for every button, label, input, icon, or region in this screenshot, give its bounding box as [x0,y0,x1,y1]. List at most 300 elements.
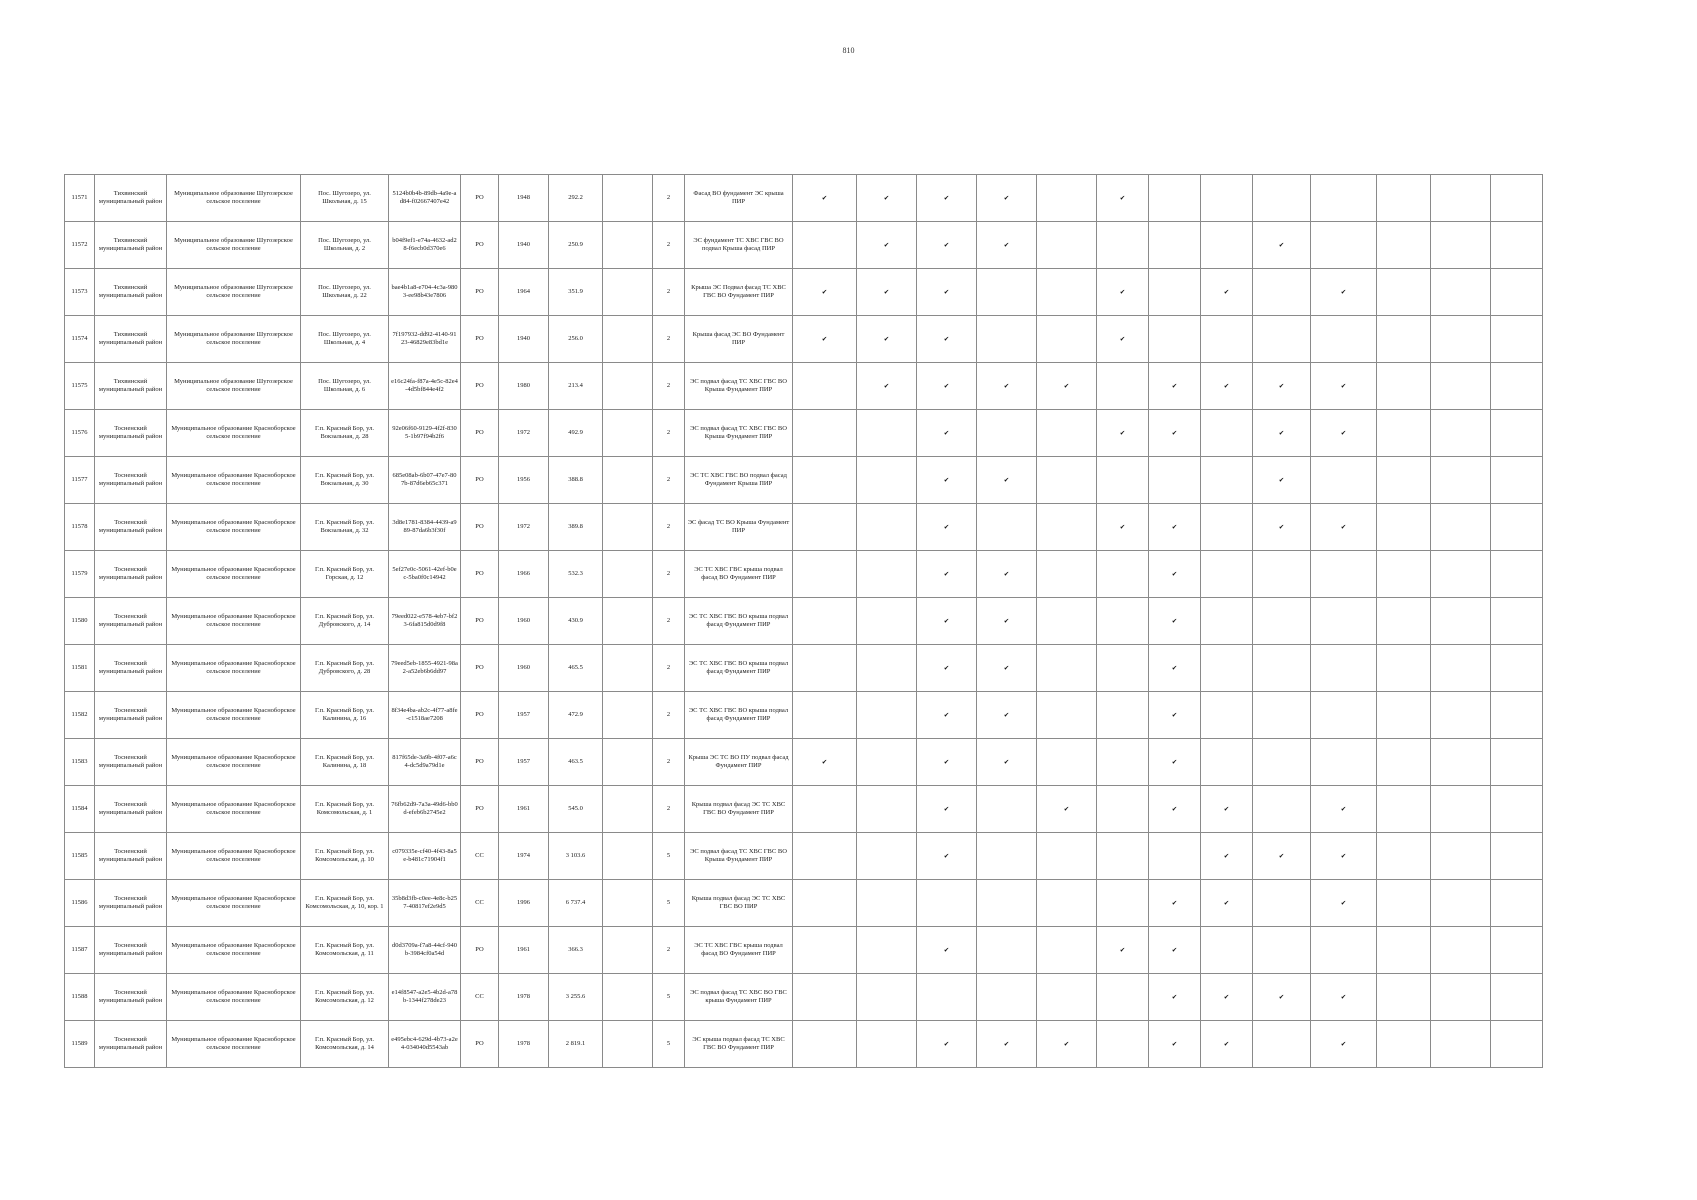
area-cell: 213.4 [549,363,603,410]
empty-check-cell [1097,222,1149,269]
table-row [65,692,1543,739]
table-row [65,363,1543,410]
district-cell: Тосненский муниципальный район [95,927,167,974]
floors-cell: 2 [653,927,685,974]
empty-check-cell [1097,363,1149,410]
empty-check-cell [857,692,917,739]
check-mark-icon: ✔ [1201,833,1253,880]
empty-check-cell [1431,880,1491,927]
empty-check-cell [1201,457,1253,504]
floors-cell: 2 [653,598,685,645]
works-list-cell: ЭС фундамент ТС ХВС ГВС ВО подвал Крыша фасад ПИР [685,222,793,269]
check-mark-icon: ✔ [917,410,977,457]
empty-check-cell [1431,269,1491,316]
address-cell: Г.п. Красный Бор, ул. Дубровского, д. 14 [301,598,389,645]
guid-cell: 92e06f60-9129-4f2f-8305-1b97f94b2f6 [389,410,461,457]
municipality-cell: Муниципальное образование Красноборское сельское поселение [167,927,301,974]
year-built-cell: 1948 [499,175,549,222]
ownership-type-cell: РО [461,316,499,363]
empty-check-cell [857,1021,917,1068]
works-list-cell: Крыша ЭС ТС ВО ПУ подвал фасад Фундамент ПИР [685,739,793,786]
district-cell: Тихвинский муниципальный район [95,269,167,316]
empty-cell [603,175,653,222]
empty-check-cell [1097,551,1149,598]
empty-check-cell [1311,927,1377,974]
table-row [65,269,1543,316]
row-number: 11573 [65,269,95,316]
empty-check-cell [1037,974,1097,1021]
check-mark-icon: ✔ [793,175,857,222]
check-mark-icon: ✔ [1097,316,1149,363]
district-cell: Тосненский муниципальный район [95,598,167,645]
housing-register-table [64,174,1543,1068]
empty-cell [603,457,653,504]
district-cell: Тосненский муниципальный район [95,504,167,551]
area-cell: 430.9 [549,598,603,645]
area-cell: 250.9 [549,222,603,269]
district-cell: Тихвинский муниципальный район [95,316,167,363]
ownership-type-cell: РО [461,222,499,269]
empty-check-cell [1491,551,1543,598]
municipality-cell: Муниципальное образование Красноборское сельское поселение [167,692,301,739]
works-list-cell: Фасад ВО фундамент ЭС крыша ПИР [685,175,793,222]
empty-check-cell [1097,457,1149,504]
check-mark-icon: ✔ [977,363,1037,410]
check-mark-icon: ✔ [917,833,977,880]
empty-check-cell [1377,833,1431,880]
works-list-cell: ЭС ТС ХВС ГВС крыша подвал фасад ВО Фундамент ПИР [685,927,793,974]
guid-cell: 35b8d3fb-c0ee-4e8c-b257-40817ef2e9d5 [389,880,461,927]
check-mark-icon: ✔ [1311,269,1377,316]
works-list-cell: ЭС фасад ТС ВО Крыша Фундамент ПИР [685,504,793,551]
empty-check-cell [1491,457,1543,504]
empty-check-cell [1431,316,1491,363]
empty-check-cell [1149,316,1201,363]
ownership-type-cell: РО [461,692,499,739]
ownership-type-cell: РО [461,598,499,645]
check-mark-icon: ✔ [1201,974,1253,1021]
check-mark-icon: ✔ [917,551,977,598]
check-mark-icon: ✔ [1311,786,1377,833]
empty-check-cell [1311,175,1377,222]
empty-check-cell [1377,927,1431,974]
empty-check-cell [1431,645,1491,692]
check-mark-icon: ✔ [977,1021,1037,1068]
empty-cell [603,410,653,457]
empty-cell [603,692,653,739]
guid-cell: 76fb62d9-7a3a-49d6-bb0d-efeb6b2745e2 [389,786,461,833]
empty-check-cell [977,833,1037,880]
empty-check-cell [1201,222,1253,269]
table-row [65,974,1543,1021]
empty-check-cell [1253,598,1311,645]
empty-check-cell [1097,974,1149,1021]
floors-cell: 5 [653,833,685,880]
area-cell: 388.8 [549,457,603,504]
empty-check-cell [857,457,917,504]
address-cell: Г.п. Красный Бор, ул. Комсомольская, д. 14 [301,1021,389,1068]
address-cell: Г.п. Красный Бор, ул. Калинина, д. 16 [301,692,389,739]
check-mark-icon: ✔ [917,927,977,974]
check-mark-icon: ✔ [1149,1021,1201,1068]
empty-check-cell [857,598,917,645]
area-cell: 256.0 [549,316,603,363]
table-row [65,598,1543,645]
row-number: 11578 [65,504,95,551]
address-cell: Г.п. Красный Бор, ул. Вокзальная, д. 30 [301,457,389,504]
year-built-cell: 1961 [499,786,549,833]
empty-check-cell [1491,269,1543,316]
table-row [65,316,1543,363]
floors-cell: 2 [653,645,685,692]
check-mark-icon: ✔ [917,1021,977,1068]
empty-check-cell [1037,833,1097,880]
empty-check-cell [1491,504,1543,551]
ownership-type-cell: СС [461,833,499,880]
district-cell: Тосненский муниципальный район [95,410,167,457]
check-mark-icon: ✔ [917,692,977,739]
row-number: 11586 [65,880,95,927]
works-list-cell: Крыша фасад ЭС ВО Фундамент ПИР [685,316,793,363]
check-mark-icon: ✔ [1311,1021,1377,1068]
empty-check-cell [857,786,917,833]
empty-check-cell [793,927,857,974]
municipality-cell: Муниципальное образование Шугозерское сельское поселение [167,269,301,316]
floors-cell: 2 [653,692,685,739]
year-built-cell: 1996 [499,880,549,927]
check-mark-icon: ✔ [977,645,1037,692]
district-cell: Тосненский муниципальный район [95,833,167,880]
empty-check-cell [857,880,917,927]
municipality-cell: Муниципальное образование Красноборское сельское поселение [167,645,301,692]
empty-check-cell [1491,974,1543,1021]
municipality-cell: Муниципальное образование Шугозерское сельское поселение [167,316,301,363]
empty-check-cell [1311,645,1377,692]
check-mark-icon: ✔ [917,739,977,786]
empty-check-cell [1097,598,1149,645]
empty-check-cell [1377,974,1431,1021]
area-cell: 532.3 [549,551,603,598]
table-row [65,880,1543,927]
floors-cell: 5 [653,974,685,1021]
floors-cell: 2 [653,457,685,504]
row-number: 11589 [65,1021,95,1068]
empty-check-cell [1491,598,1543,645]
district-cell: Тихвинский муниципальный район [95,175,167,222]
page-number: 810 [842,46,855,55]
ownership-type-cell: РО [461,363,499,410]
empty-check-cell [1037,598,1097,645]
row-number: 11583 [65,739,95,786]
empty-check-cell [1377,1021,1431,1068]
check-mark-icon: ✔ [1201,786,1253,833]
year-built-cell: 1972 [499,410,549,457]
empty-check-cell [1037,739,1097,786]
empty-check-cell [1097,692,1149,739]
check-mark-icon: ✔ [857,269,917,316]
district-cell: Тосненский муниципальный район [95,880,167,927]
empty-cell [603,927,653,974]
empty-check-cell [857,927,917,974]
district-cell: Тосненский муниципальный район [95,974,167,1021]
check-mark-icon: ✔ [1311,410,1377,457]
empty-check-cell [1097,833,1149,880]
address-cell: Пос. Шугозеро, ул. Школьная, д. 4 [301,316,389,363]
empty-check-cell [793,786,857,833]
empty-check-cell [1037,880,1097,927]
check-mark-icon: ✔ [1253,410,1311,457]
address-cell: Г.п. Красный Бор, ул. Вокзальная, д. 32 [301,504,389,551]
empty-check-cell [1037,504,1097,551]
empty-check-cell [793,692,857,739]
empty-check-cell [1097,739,1149,786]
empty-cell [603,269,653,316]
works-list-cell: ЭС ТС ХВС ГВС ВО крыша подвал фасад Фундамент ПИР [685,598,793,645]
check-mark-icon: ✔ [1097,269,1149,316]
check-mark-icon: ✔ [1311,974,1377,1021]
check-mark-icon: ✔ [1037,1021,1097,1068]
empty-check-cell [1377,410,1431,457]
check-mark-icon: ✔ [793,739,857,786]
ownership-type-cell: РО [461,410,499,457]
empty-check-cell [1037,410,1097,457]
check-mark-icon: ✔ [1311,880,1377,927]
municipality-cell: Муниципальное образование Красноборское сельское поселение [167,1021,301,1068]
empty-check-cell [1431,974,1491,1021]
area-cell: 492.9 [549,410,603,457]
area-cell: 465.5 [549,645,603,692]
empty-check-cell [1201,739,1253,786]
check-mark-icon: ✔ [1097,175,1149,222]
works-list-cell: ЭС подвал фасад ТС ХВС ГВС ВО Крыша Фундамент ПИР [685,363,793,410]
guid-cell: c079335e-cf40-4f43-8a5e-b481c71904f1 [389,833,461,880]
empty-check-cell [1311,598,1377,645]
ownership-type-cell: РО [461,927,499,974]
check-mark-icon: ✔ [917,269,977,316]
empty-check-cell [1491,833,1543,880]
empty-cell [603,645,653,692]
empty-check-cell [1491,645,1543,692]
empty-check-cell [1431,410,1491,457]
floors-cell: 5 [653,880,685,927]
empty-check-cell [1491,880,1543,927]
ownership-type-cell: РО [461,739,499,786]
empty-check-cell [1491,1021,1543,1068]
empty-check-cell [977,316,1037,363]
municipality-cell: Муниципальное образование Шугозерское сельское поселение [167,175,301,222]
check-mark-icon: ✔ [917,645,977,692]
ownership-type-cell: РО [461,175,499,222]
empty-cell [603,880,653,927]
empty-check-cell [1037,645,1097,692]
works-list-cell: ЭС ТС ХВС ГВС крыша подвал фасад ВО Фундамент ПИР [685,551,793,598]
empty-check-cell [1431,363,1491,410]
empty-cell [603,786,653,833]
works-list-cell: ЭС крыша подвал фасад ТС ХВС ГВС ВО Фундамент ПИР [685,1021,793,1068]
ownership-type-cell: СС [461,974,499,1021]
empty-check-cell [1491,927,1543,974]
empty-check-cell [917,974,977,1021]
empty-check-cell [1491,316,1543,363]
municipality-cell: Муниципальное образование Красноборское сельское поселение [167,410,301,457]
works-list-cell: Крыша подвал фасад ЭС ТС ХВС ГВС ВО Фундамент ПИР [685,786,793,833]
check-mark-icon: ✔ [1149,504,1201,551]
guid-cell: 79eed5eb-1855-4921-98a2-a52eb6b6dd97 [389,645,461,692]
municipality-cell: Муниципальное образование Шугозерское сельское поселение [167,363,301,410]
address-cell: Г.п. Красный Бор, ул. Комсомольская, д. 10 [301,833,389,880]
empty-check-cell [1097,786,1149,833]
address-cell: Пос. Шугозеро, ул. Школьная, д. 22 [301,269,389,316]
empty-check-cell [1149,175,1201,222]
district-cell: Тосненский муниципальный район [95,457,167,504]
year-built-cell: 1960 [499,645,549,692]
check-mark-icon: ✔ [1201,269,1253,316]
works-list-cell: Крыша подвал фасад ЭС ТС ХВС ГВС ВО ПИР [685,880,793,927]
guid-cell: 685e08ab-6b07-47e7-807b-87d6eb65c371 [389,457,461,504]
floors-cell: 2 [653,316,685,363]
ownership-type-cell: СС [461,880,499,927]
area-cell: 472.9 [549,692,603,739]
check-mark-icon: ✔ [1097,504,1149,551]
check-mark-icon: ✔ [1253,833,1311,880]
area-cell: 2 819.1 [549,1021,603,1068]
check-mark-icon: ✔ [1253,457,1311,504]
check-mark-icon: ✔ [977,692,1037,739]
empty-check-cell [857,833,917,880]
empty-check-cell [1491,692,1543,739]
empty-check-cell [1431,833,1491,880]
area-cell: 366.3 [549,927,603,974]
guid-cell: 5ef27e0c-5061-42ef-b0ec-5ba0f0c14942 [389,551,461,598]
empty-check-cell [1377,363,1431,410]
check-mark-icon: ✔ [917,786,977,833]
empty-check-cell [1377,786,1431,833]
empty-check-cell [793,645,857,692]
guid-cell: bae4b1a8-e704-4c3a-9803-ee98b43e7806 [389,269,461,316]
year-built-cell: 1980 [499,363,549,410]
empty-check-cell [977,269,1037,316]
empty-check-cell [1377,880,1431,927]
year-built-cell: 1972 [499,504,549,551]
empty-check-cell [793,222,857,269]
guid-cell: b04f9ef1-e74a-4632-ad28-f6ecb0d370e6 [389,222,461,269]
empty-check-cell [1149,833,1201,880]
empty-check-cell [1253,927,1311,974]
check-mark-icon: ✔ [917,222,977,269]
empty-cell [603,504,653,551]
empty-check-cell [1253,692,1311,739]
empty-cell [603,739,653,786]
empty-check-cell [1037,175,1097,222]
works-list-cell: ЭС подвал фасад ТС ХВС ВО ГВС крыша Фундамент ПИР [685,974,793,1021]
empty-check-cell [1037,692,1097,739]
municipality-cell: Муниципальное образование Красноборское сельское поселение [167,739,301,786]
ownership-type-cell: РО [461,645,499,692]
works-list-cell: ЭС подвал фасад ТС ХВС ГВС ВО Крыша Фундамент ПИР [685,833,793,880]
district-cell: Тосненский муниципальный район [95,739,167,786]
check-mark-icon: ✔ [1097,927,1149,974]
district-cell: Тихвинский муниципальный район [95,363,167,410]
area-cell: 6 737.4 [549,880,603,927]
empty-check-cell [1037,222,1097,269]
empty-check-cell [1253,316,1311,363]
empty-check-cell [793,1021,857,1068]
table-row [65,457,1543,504]
empty-check-cell [1377,175,1431,222]
empty-check-cell [1253,786,1311,833]
address-cell: Г.п. Красный Бор, ул. Комсомольская, д. 1 [301,786,389,833]
empty-check-cell [857,551,917,598]
table-row [65,786,1543,833]
empty-check-cell [1377,739,1431,786]
table-row [65,222,1543,269]
check-mark-icon: ✔ [857,363,917,410]
empty-check-cell [1253,269,1311,316]
check-mark-icon: ✔ [1149,974,1201,1021]
check-mark-icon: ✔ [1097,410,1149,457]
empty-check-cell [1377,645,1431,692]
year-built-cell: 1961 [499,927,549,974]
check-mark-icon: ✔ [1149,786,1201,833]
area-cell: 463.5 [549,739,603,786]
address-cell: Г.п. Красный Бор, ул. Горская, д. 12 [301,551,389,598]
empty-check-cell [1431,927,1491,974]
check-mark-icon: ✔ [1037,363,1097,410]
address-cell: Пос. Шугозеро, ул. Школьная, д. 2 [301,222,389,269]
empty-check-cell [1311,739,1377,786]
empty-check-cell [1037,457,1097,504]
empty-check-cell [857,974,917,1021]
empty-check-cell [1201,927,1253,974]
empty-check-cell [1431,457,1491,504]
guid-cell: d0d3709a-f7a8-44cf-940b-3984cf0a54d [389,927,461,974]
district-cell: Тосненский муниципальный район [95,645,167,692]
municipality-cell: Муниципальное образование Красноборское сельское поселение [167,786,301,833]
check-mark-icon: ✔ [1201,880,1253,927]
empty-check-cell [1377,457,1431,504]
empty-check-cell [1491,739,1543,786]
check-mark-icon: ✔ [917,504,977,551]
address-cell: Пос. Шугозеро, ул. Школьная, д. 6 [301,363,389,410]
year-built-cell: 1940 [499,316,549,363]
empty-check-cell [1311,222,1377,269]
empty-check-cell [793,504,857,551]
area-cell: 3 103.6 [549,833,603,880]
empty-check-cell [1377,316,1431,363]
check-mark-icon: ✔ [1253,504,1311,551]
empty-check-cell [1431,739,1491,786]
works-list-cell: ЭС ТС ХВС ГВС ВО крыша подвал фасад Фундамент ПИР [685,692,793,739]
empty-check-cell [1311,457,1377,504]
guid-cell: 7f197932-dd92-4140-9123-46829e83bd1e [389,316,461,363]
floors-cell: 2 [653,504,685,551]
empty-check-cell [1097,1021,1149,1068]
works-list-cell: ЭС ТС ХВС ГВС ВО крыша подвал фасад Фундамент ПИР [685,645,793,692]
check-mark-icon: ✔ [1253,222,1311,269]
floors-cell: 2 [653,410,685,457]
empty-check-cell [1377,551,1431,598]
empty-check-cell [1377,269,1431,316]
check-mark-icon: ✔ [917,363,977,410]
guid-cell: e16c24fa-f87a-4e5c-82e4-4d5bf844e4f2 [389,363,461,410]
empty-check-cell [1201,504,1253,551]
empty-check-cell [1431,692,1491,739]
empty-check-cell [977,974,1037,1021]
empty-check-cell [1253,1021,1311,1068]
year-built-cell: 1957 [499,739,549,786]
empty-check-cell [1431,504,1491,551]
works-list-cell: ЭС ТС ХВС ГВС ВО подвал фасад Фундамент Крыша ПИР [685,457,793,504]
